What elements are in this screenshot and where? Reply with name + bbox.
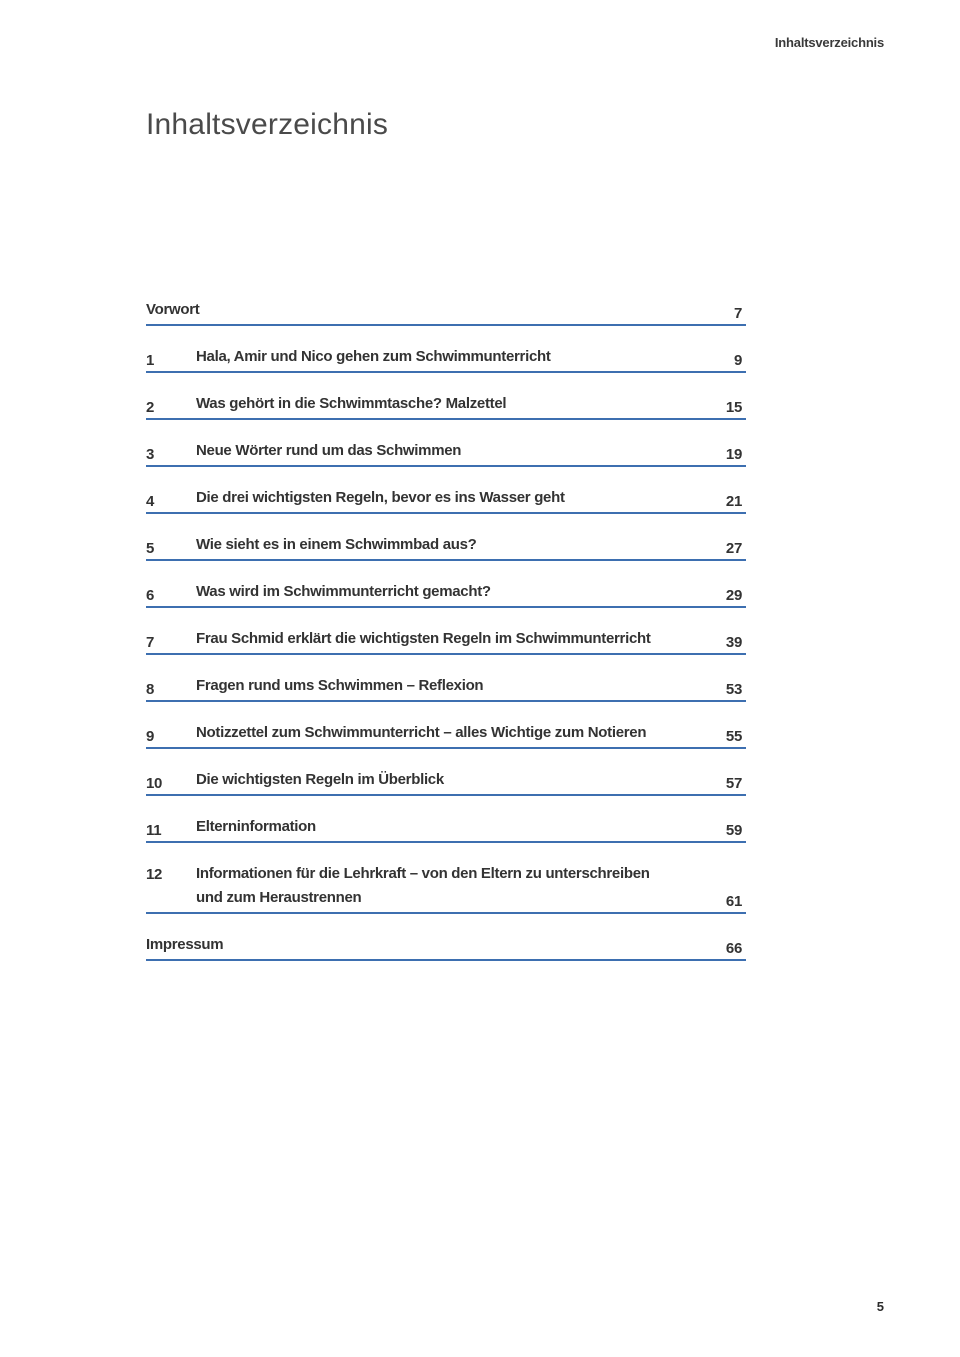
toc-entry-title: Impressum bbox=[146, 936, 224, 953]
toc-entry-title: Die drei wichtigsten Regeln, bevor es ins Wasser geht bbox=[196, 489, 565, 506]
toc-entry-12[interactable] bbox=[146, 864, 746, 914]
toc-entry-3[interactable] bbox=[146, 441, 746, 467]
toc-entry-page: 15 bbox=[725, 399, 742, 416]
table-of-contents bbox=[146, 300, 746, 982]
toc-entry-title: Informationen für die Lehrkraft – von den Eltern zu unterschreiben und zum Heraustrennen bbox=[196, 865, 650, 906]
toc-entry-page: 57 bbox=[725, 775, 742, 792]
toc-entry-number: 2 bbox=[146, 399, 155, 416]
toc-entry-number: 5 bbox=[146, 540, 155, 557]
toc-entry-title: Frau Schmid erklärt die wichtigsten Regeln im Schwimmunterricht bbox=[196, 630, 651, 647]
toc-entry-9[interactable] bbox=[146, 723, 746, 749]
toc-entry-title: Elterninformation bbox=[196, 818, 316, 835]
toc-entry-title: Vorwort bbox=[146, 301, 200, 318]
toc-entry-title: Was gehört in die Schwimmtasche? Malzettel bbox=[196, 395, 507, 412]
toc-entry-vorwort[interactable] bbox=[146, 300, 746, 326]
toc-entry-2[interactable] bbox=[146, 394, 746, 420]
toc-entry-number: 12 bbox=[146, 866, 163, 883]
toc-entry-number: 9 bbox=[146, 728, 155, 745]
toc-entry-page: 55 bbox=[725, 728, 742, 745]
toc-entry-page: 61 bbox=[725, 893, 742, 910]
toc-entry-10[interactable] bbox=[146, 770, 746, 796]
toc-entry-number: 7 bbox=[146, 634, 155, 651]
toc-entry-page: 27 bbox=[725, 540, 742, 557]
toc-entry-page: 9 bbox=[733, 352, 742, 369]
toc-entry-4[interactable] bbox=[146, 488, 746, 514]
toc-entry-page: 7 bbox=[733, 305, 742, 322]
toc-entry-8[interactable] bbox=[146, 676, 746, 702]
toc-entry-title: Hala, Amir und Nico gehen zum Schwimmunterricht bbox=[196, 348, 551, 365]
toc-entry-6[interactable] bbox=[146, 582, 746, 608]
toc-entry-number: 10 bbox=[146, 775, 163, 792]
toc-entry-number: 1 bbox=[146, 352, 155, 369]
page-title: Inhaltsverzeichnis bbox=[146, 108, 389, 141]
toc-entry-title: Notizzettel zum Schwimmunterricht – alles Wichtige zum Notieren bbox=[196, 724, 647, 741]
page-number: 5 bbox=[876, 1299, 884, 1314]
toc-entry-11[interactable] bbox=[146, 817, 746, 843]
toc-entry-title: Die wichtigsten Regeln im Überblick bbox=[196, 771, 444, 788]
toc-entry-number: 11 bbox=[146, 822, 162, 839]
toc-entry-page: 53 bbox=[725, 681, 742, 698]
toc-entry-page: 66 bbox=[725, 940, 742, 957]
toc-entry-page: 39 bbox=[725, 634, 742, 651]
toc-entry-1[interactable] bbox=[146, 347, 746, 373]
toc-entry-number: 3 bbox=[146, 446, 155, 463]
toc-entry-number: 6 bbox=[146, 587, 155, 604]
toc-entry-page: 19 bbox=[725, 446, 742, 463]
toc-entry-title: Fragen rund ums Schwimmen – Reflexion bbox=[196, 677, 484, 694]
running-header: Inhaltsverzeichnis bbox=[774, 35, 884, 50]
toc-entry-7[interactable] bbox=[146, 629, 746, 655]
toc-entry-title: Wie sieht es in einem Schwimmbad aus? bbox=[196, 536, 477, 553]
toc-entry-number: 8 bbox=[146, 681, 155, 698]
toc-entry-page: 21 bbox=[725, 493, 742, 510]
toc-entry-page: 59 bbox=[725, 822, 742, 839]
toc-entry-page: 29 bbox=[725, 587, 742, 604]
toc-entry-impressum[interactable] bbox=[146, 935, 746, 961]
toc-entry-number: 4 bbox=[146, 493, 155, 510]
toc-entry-title: Was wird im Schwimmunterricht gemacht? bbox=[196, 583, 491, 600]
toc-entry-title: Neue Wörter rund um das Schwimmen bbox=[196, 442, 462, 459]
toc-entry-5[interactable] bbox=[146, 535, 746, 561]
